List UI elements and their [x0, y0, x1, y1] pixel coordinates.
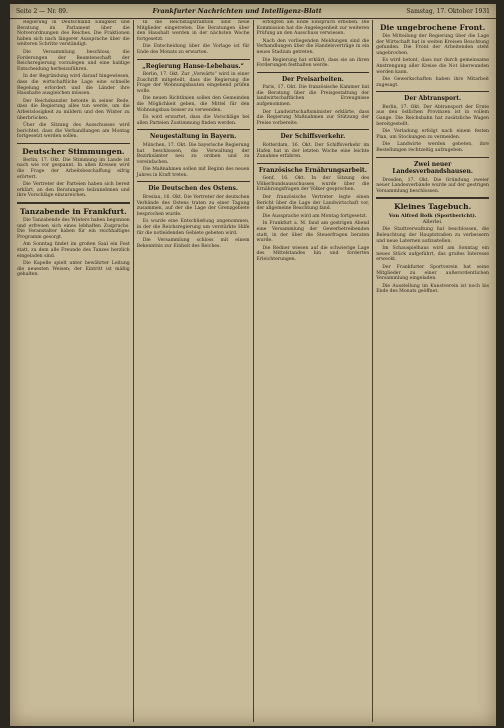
paragraph: Die Versammlung beschloss, die Forderungen der Beamtenschaft der Reichsregierung vorzulegen und eine baldige Entscheidung herbeizuführen. — [17, 49, 130, 72]
headline-tagebuch: Kleines Tagebuch. — [394, 202, 472, 212]
headline-ostens: Die Deutschen des Ostens. — [148, 185, 238, 193]
paragraph: München, 17. Okt. Die bayerische Regierung hat beschlossen, die Verwaltung der Bezirksämter neu zu ordnen und zu vereinfachen. — [136, 142, 250, 165]
col3-bottom-text — [257, 176, 370, 262]
headline-abtransport: Der Abtransport. — [404, 95, 462, 103]
headline-ernaehrung: Französische Ernährungsarbeit. — [258, 166, 367, 174]
col4-bottom-text — [376, 227, 489, 295]
column-3 — [254, 20, 374, 722]
col2-mid-text — [137, 72, 250, 126]
page-number: Seite 2 — Nr. 89. — [16, 7, 68, 15]
col3-top-text — [257, 20, 370, 69]
columns — [14, 20, 492, 722]
divider — [257, 163, 370, 164]
paragraph: Berlin, 17. Okt. Zur „Vorwärts“ wird in einer Zuschrift mitgeteilt, dass die Regierung die Frage der Wohnungsbauten eingehend prüfen wolle. — [136, 72, 250, 94]
headline-regierung: „Regierung Hanse-Lebebaus.“ — [142, 62, 244, 70]
paragraph: In der Begründung wird darauf hingewiesen, dass die wirtschaftliche Lage eine schnelle Regelung erfordert und die Länder ihre Haushalte ausgleichen müssen. — [17, 74, 130, 97]
paragraph: Es wird erwartet, dass die Vorschläge bei allen Parteien Zustimmung finden werden. — [136, 115, 250, 126]
paragraph: Der Landwirtschaftsminister erklärte, dass die Regierung Maßnahmen zur Stützung der Preise vorbereite. — [256, 109, 370, 126]
headline-bayern: Neugestaltung in Bayern. — [149, 133, 237, 141]
paragraph: Die Stadtverwaltung hat beschlossen, die Beleuchtung der Hauptstraßen zu verbessern und neue Laternen aufzustellen. — [376, 227, 489, 244]
paragraph: Es wird betont, dass nur durch gemeinsame Anstrengung aller Kreise die Not überwunden werden kann. — [376, 58, 489, 75]
paragraph: erfolgten am Ende Einspruch erhoben. Die Kommission hat die Angelegenheit zur weiteren Prüfung an den Ausschuss verwiesen. — [256, 20, 370, 37]
paragraph: Die Versammlung schloss mit einem Bekenntnis zur Einheit des Reiches. — [136, 238, 250, 249]
paragraph: Im Schauspielhaus wird am Sonntag ein neues Stück aufgeführt, das großes Interesse erweckt. — [376, 246, 489, 263]
paragraph: Dresden, 17. Okt. Die Gründung zweier neuer Landesverbände wurde auf der gestrigen Versammlung beschlossen. — [376, 177, 489, 194]
paragraph: Die Kapelle spielt unter bewährter Leitung die neuesten Weisen; der Eintritt ist mäßig gehalten. — [17, 261, 130, 278]
paragraph: Paris, 17. Okt. Die französische Kammer hat die Beratung über die Preisgestaltung der landwirtschaftlichen Erzeugnisse aufgenommen. — [256, 85, 370, 108]
paragraph: Berlin, 17. Okt. Die Stimmung im Lande ist nach wie vor gespannt. In allen Kreisen wird die Frage der Arbeitsbeschaffung eifrig erörtert. — [17, 157, 130, 180]
divider — [257, 72, 370, 73]
paragraph: Nach den vorliegenden Meldungen sind die Verhandlungen über die Handelsverträge in ein neues Stadium getreten. — [256, 38, 370, 55]
col4-mid2-text — [376, 178, 489, 195]
col2-top-text — [137, 20, 250, 56]
col1-bottom-text — [17, 218, 130, 278]
paragraph: Die Gewerkschaften haben ihre Mitarbeit zugesagt. — [376, 77, 489, 88]
divider — [137, 129, 250, 130]
col4-top-text — [376, 34, 489, 88]
byline: Von Alfred Bolk (Sportbericht). — [388, 213, 477, 220]
divider — [257, 129, 370, 130]
issue-date: Samstag, 17. Oktober 1931 — [406, 7, 490, 15]
divider — [376, 91, 489, 92]
col2-mid2-text — [137, 143, 250, 179]
paragraph: In Frankfurt a. M. fand am gestrigen Abend eine Versammlung der Gewerbetreibenden statt, in der über die Steuerfragen beraten wurde. — [256, 221, 370, 244]
masthead — [10, 4, 496, 19]
headline-deutscher-stimmungen: Deutscher Stimmungen. — [22, 146, 125, 156]
paragraph: Die Redner wiesen auf die schwierige Lage des Mittelstandes hin und forderten Erleichterungen. — [256, 245, 370, 262]
divider — [376, 157, 489, 158]
paragraph: Über die Sitzung des Ausschusses wird berichtet, dass die Verhandlungen am Montag fortgesetzt werden sollen. — [17, 123, 130, 140]
newspaper-page — [10, 4, 496, 726]
paragraph: Die Maßnahmen sollen mit Beginn des neuen Jahres in Kraft treten. — [136, 167, 250, 178]
col3-mid2-text — [257, 143, 370, 160]
paragraph: Die neuen Richtlinien sollen den Gemeinden die Möglichkeit geben, die Mittel für den Wohnungsbau besser zu verwenden. — [136, 96, 250, 113]
paragraph: Die Ausstellung im Kunstverein ist noch bis Ende des Monats geöffnet. — [376, 283, 489, 295]
headline-schiffsverkehr: Der Schiffsverkehr. — [280, 133, 346, 141]
paragraph: Die Vertreter der Parteien haben sich bereit erklärt, an den Beratungen teilzunehmen und ihre Vorschläge einzureichen. — [17, 182, 130, 199]
paragraph: Berlin, 17. Okt. Der Abtransport der Ernte aus den östlichen Provinzen ist in vollem Gange. Die Reichsbahn hat zusätzliche Wagen bereitgestellt. — [376, 104, 489, 127]
paragraph: Rotterdam, 16. Okt. Der Schiffsverkehr im Hafen hat in der letzten Woche eine leichte Zunahme erfahren. — [256, 142, 370, 160]
headline-preisarbeiten: Der Preisarbeiten. — [281, 75, 344, 83]
col4-mid-text — [376, 105, 489, 154]
col3-mid-text — [257, 85, 370, 126]
paragraph: Die Entscheidung über die Vorlage ist für Ende des Monats zu erwarten. — [136, 44, 250, 55]
col1-mid-text — [17, 158, 130, 199]
paragraph: Es wurde eine Entschließung angenommen, in der die Reichsregierung um verstärkte Hilfe für die notleidenden Gebiete gebeten wird. — [136, 219, 250, 236]
headline-landesverband: Zwei neuer Landesverbandshausen. — [392, 160, 473, 176]
col1-top-text — [17, 20, 130, 140]
paragraph: Am Sonntag findet im großen Saal ein Fest statt, zu dem alle Freunde des Tanzes herzlich eingeladen sind. — [17, 242, 130, 259]
paragraph: Die Tanzabende des Winters haben begonnen und erfreuen sich eines lebhaften Zuspruchs. Die Veranstalter haben für ein reichhaltiges Programm gesorgt. — [17, 218, 130, 240]
headline-front: Die ungebrochene Front. — [380, 23, 486, 32]
newspaper-title: Frankfurter Nachrichten und Intelligenz-Blatt — [152, 7, 322, 15]
divider — [376, 197, 489, 199]
divider — [17, 202, 130, 204]
paragraph: Der Frankfurter Sportverein hat seine Mitglieder zu einer außerordentlichen Versammlung eingeladen. — [376, 264, 489, 282]
paragraph: Die Mitteilung der Regierung über die Lage der Wirtschaft hat in weiten Kreisen Beachtung gefunden. Die Front der Arbeitenden steht ungebrochen. — [376, 34, 489, 56]
column-1 — [14, 20, 134, 722]
paragraph: Breslau, 16. Okt. Die Vertreter der deutschen Verbände des Ostens traten zu einer Tagung zusammen, auf der die Lage der Grenzgebiete besprochen wurde. — [136, 194, 250, 217]
paragraph: Die Landwirte werden gebeten, ihre Bestellungen rechtzeitig aufzugeben. — [376, 142, 489, 153]
paragraph: In die Reichstagsfraktion sind neue Mitglieder eingetreten. Die Beratungen über den Haushalt werden in der nächsten Woche fortgesetzt. — [136, 20, 250, 42]
paragraph: Die Regierung hat erklärt, dass sie an ihren Forderungen festhalten werde. — [256, 57, 370, 69]
divider — [137, 59, 250, 60]
subline: Allerlei. — [422, 219, 443, 226]
divider — [17, 143, 130, 144]
divider — [137, 181, 250, 182]
col2-bottom-text — [137, 195, 250, 249]
paragraph: Der Reichskanzler betonte in seiner Rede, dass die Regierung alles tun werde, um die Arbeitslosigkeit zu mildern und den Winter zu überbrücken. — [17, 98, 130, 121]
headline-tanzabende: Tanzabende in Frankfurt. — [20, 207, 127, 217]
paragraph: Genf, 16. Okt. In der Sitzung des Völkerbundsausschusses wurde über die Ernährungsfragen der Völker gesprochen. — [256, 176, 370, 193]
paragraph: Die Aussprache wird am Montag fortgesetzt. — [262, 213, 368, 219]
paragraph: Die Verladung erfolgt nach einem festen Plan, um Stockungen zu vermeiden. — [376, 129, 489, 140]
paragraph: Regierung in Deutschland Einigkeit und Beratung im Parlament über die Notverordnungen des Reiches. Die Fraktionen haben sich nach längerer Aussprache über die weiteren Schritte verständigt. — [17, 20, 130, 48]
column-2 — [134, 20, 254, 722]
column-4 — [373, 20, 492, 722]
paragraph: Der französische Vertreter legte einen Bericht über die Lage der Landwirtschaft vor, der allgemeine Beachtung fand. — [256, 194, 370, 212]
